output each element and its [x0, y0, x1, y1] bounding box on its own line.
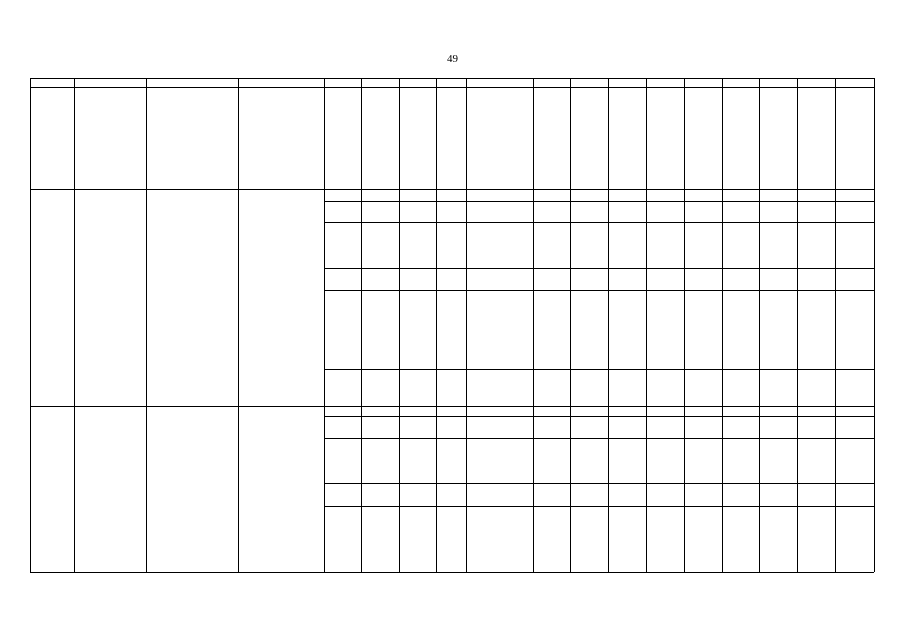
- status-mark-cell: [399, 369, 436, 406]
- funding-value: [533, 222, 570, 268]
- status-mark-cell: [436, 438, 466, 483]
- status-mark-cell: [436, 290, 466, 369]
- header-column-line: [361, 78, 362, 87]
- column-line: [570, 87, 571, 189]
- header-column-line: [722, 78, 723, 87]
- status-mark-cell: [324, 416, 361, 438]
- activity-code: [30, 406, 74, 572]
- funding-source: [466, 268, 533, 290]
- column-line: [238, 406, 239, 572]
- funding-value: [646, 483, 684, 506]
- column-line: [466, 87, 467, 189]
- column-line: [646, 189, 647, 406]
- column-line: [874, 87, 875, 189]
- funding-value: [608, 222, 646, 268]
- funding-value: [684, 369, 722, 406]
- column-header: [684, 78, 722, 87]
- column-line: [835, 406, 836, 572]
- header-column-line: [436, 78, 437, 87]
- column-line: [759, 87, 760, 189]
- funding-value: [533, 438, 570, 483]
- header-column-line: [533, 78, 534, 87]
- funding-value: [608, 506, 646, 572]
- column-header: [570, 78, 608, 87]
- funding-value: [684, 290, 722, 369]
- funding-value: [835, 406, 874, 416]
- status-mark-cell: [436, 483, 466, 506]
- status-mark-cell: [436, 369, 466, 406]
- funding-value: [646, 438, 684, 483]
- status-mark-cell: [436, 189, 466, 201]
- column-header: [608, 78, 646, 87]
- funding-value: [759, 438, 797, 483]
- status-mark-cell: [361, 416, 399, 438]
- funding-value: [797, 189, 835, 201]
- funding-value: [608, 406, 646, 416]
- column-line: [436, 87, 437, 189]
- status-mark-cell: [361, 222, 399, 268]
- funding-value: [835, 506, 874, 572]
- funding-source: [466, 438, 533, 483]
- funding-value: [722, 189, 759, 201]
- column-line: [30, 406, 31, 572]
- header-column-line: [684, 78, 685, 87]
- funding-value: [722, 406, 759, 416]
- status-mark-cell: [399, 189, 436, 201]
- funding-value: [722, 201, 759, 222]
- activity-name: [74, 189, 146, 406]
- funding-value: [684, 268, 722, 290]
- status-mark-cell: [324, 506, 361, 572]
- funding-value: [608, 268, 646, 290]
- column-line: [684, 406, 685, 572]
- status-mark-cell: [399, 416, 436, 438]
- column-header: [146, 78, 238, 87]
- column-line: [399, 406, 400, 572]
- column-header: [436, 78, 466, 87]
- funding-value: [797, 406, 835, 416]
- column-line: [608, 87, 609, 189]
- funding-value: [570, 222, 608, 268]
- header-column-line: [759, 78, 760, 87]
- column-line: [646, 406, 647, 572]
- funding-value: [570, 201, 608, 222]
- funding-value: [684, 416, 722, 438]
- funding-value: [835, 369, 874, 406]
- funding-value: [759, 268, 797, 290]
- column-line: [74, 87, 75, 189]
- status-mark-cell: [361, 268, 399, 290]
- status-mark-cell: [324, 406, 361, 416]
- column-line: [533, 189, 534, 406]
- funding-value: [797, 369, 835, 406]
- funding-source: [466, 201, 533, 222]
- column-line: [324, 189, 325, 406]
- column-line: [684, 189, 685, 406]
- status-mark-cell: [361, 438, 399, 483]
- header-bottom-border: [30, 87, 874, 88]
- funding-value: [608, 483, 646, 506]
- funding-source: [466, 483, 533, 506]
- funding-value: [570, 290, 608, 369]
- funding-value: [608, 416, 646, 438]
- header-column-line: [646, 78, 647, 87]
- column-line: [797, 189, 798, 406]
- funding-value: [722, 222, 759, 268]
- funding-value: [797, 506, 835, 572]
- column-line: [238, 87, 239, 189]
- funding-value: [608, 369, 646, 406]
- funding-value: [533, 406, 570, 416]
- funding-source: [466, 406, 533, 416]
- header-column-line: [608, 78, 609, 87]
- column-line: [874, 189, 875, 406]
- column-line: [722, 189, 723, 406]
- funding-value: [722, 369, 759, 406]
- column-line: [146, 87, 147, 189]
- status-mark-cell: [324, 189, 361, 201]
- funding-value: [759, 506, 797, 572]
- funding-value: [797, 416, 835, 438]
- column-line: [74, 189, 75, 406]
- status-mark-cell: [324, 369, 361, 406]
- funding-value: [570, 506, 608, 572]
- funding-value: [835, 189, 874, 201]
- column-line: [608, 406, 609, 572]
- funding-value: [646, 222, 684, 268]
- funding-value: [722, 438, 759, 483]
- funding-value: [684, 506, 722, 572]
- status-mark-cell: [361, 290, 399, 369]
- funding-value: [759, 406, 797, 416]
- column-line: [874, 406, 875, 572]
- column-line: [238, 189, 239, 406]
- funding-source: [466, 506, 533, 572]
- column-header: [361, 78, 399, 87]
- funding-value: [533, 483, 570, 506]
- column-line: [759, 406, 760, 572]
- funding-value: [646, 406, 684, 416]
- header-column-line: [30, 78, 31, 87]
- column-line: [361, 189, 362, 406]
- funding-value: [533, 290, 570, 369]
- page-number: 49: [447, 53, 458, 65]
- block-top-line: [30, 406, 874, 407]
- column-header: [466, 78, 533, 87]
- column-line: [30, 87, 31, 189]
- column-header: [30, 78, 74, 87]
- status-mark-cell: [436, 506, 466, 572]
- funding-value: [533, 369, 570, 406]
- header-column-line: [399, 78, 400, 87]
- status-mark-cell: [399, 290, 436, 369]
- funding-source: [466, 189, 533, 201]
- status-mark-cell: [399, 201, 436, 222]
- funding-value: [570, 369, 608, 406]
- funding-value: [570, 406, 608, 416]
- funding-value: [533, 268, 570, 290]
- funding-value: [608, 438, 646, 483]
- block-bottom-line: [30, 572, 324, 573]
- funding-value: [759, 290, 797, 369]
- activity-executor: [238, 189, 324, 406]
- activity-col3: [146, 406, 238, 572]
- column-line: [722, 87, 723, 189]
- funding-value: [722, 506, 759, 572]
- column-line: [361, 87, 362, 189]
- funding-value: [722, 290, 759, 369]
- funding-value: [646, 268, 684, 290]
- funding-value: [835, 290, 874, 369]
- funding-value: [759, 201, 797, 222]
- funding-value: [570, 268, 608, 290]
- column-header: [797, 78, 835, 87]
- funding-value: [797, 290, 835, 369]
- status-mark-cell: [436, 268, 466, 290]
- column-line: [533, 406, 534, 572]
- status-mark-cell: [399, 268, 436, 290]
- column-header: [759, 78, 797, 87]
- funding-value: [608, 189, 646, 201]
- status-mark-cell: [361, 201, 399, 222]
- funding-value: [797, 268, 835, 290]
- funding-value: [646, 290, 684, 369]
- funding-value: [570, 189, 608, 201]
- funding-value: [533, 416, 570, 438]
- column-header: [238, 78, 324, 87]
- column-line: [146, 406, 147, 572]
- funding-value: [797, 222, 835, 268]
- funding-value: [533, 506, 570, 572]
- column-line: [759, 189, 760, 406]
- status-mark-cell: [436, 222, 466, 268]
- funding-value: [722, 268, 759, 290]
- funding-value: [797, 201, 835, 222]
- status-mark-cell: [436, 416, 466, 438]
- column-line: [466, 406, 467, 572]
- header-column-line: [146, 78, 147, 87]
- status-mark-cell: [324, 201, 361, 222]
- status-mark-cell: [324, 222, 361, 268]
- status-mark-cell: [399, 506, 436, 572]
- funding-value: [684, 438, 722, 483]
- activity-col3: [146, 189, 238, 406]
- funding-value: [759, 222, 797, 268]
- funding-value: [608, 201, 646, 222]
- column-line: [30, 189, 31, 406]
- header-column-line: [74, 78, 75, 87]
- funding-value: [684, 222, 722, 268]
- funding-value: [570, 438, 608, 483]
- funding-value: [646, 506, 684, 572]
- funding-value: [835, 416, 874, 438]
- status-mark-cell: [361, 506, 399, 572]
- activity-executor: [238, 406, 324, 572]
- column-line: [436, 406, 437, 572]
- header-column-line: [835, 78, 836, 87]
- funding-value: [608, 290, 646, 369]
- funding-value: [570, 483, 608, 506]
- column-line: [324, 87, 325, 189]
- funding-value: [835, 268, 874, 290]
- status-mark-cell: [399, 406, 436, 416]
- status-mark-cell: [436, 406, 466, 416]
- column-line: [570, 189, 571, 406]
- funding-value: [722, 416, 759, 438]
- column-line: [797, 406, 798, 572]
- column-header: [74, 78, 146, 87]
- column-line: [722, 406, 723, 572]
- funding-value: [533, 189, 570, 201]
- status-mark-cell: [399, 483, 436, 506]
- column-line: [399, 189, 400, 406]
- column-line: [466, 189, 467, 406]
- header-column-line: [874, 78, 875, 87]
- status-mark-cell: [436, 201, 466, 222]
- status-mark-cell: [399, 222, 436, 268]
- column-line: [835, 87, 836, 189]
- status-mark-cell: [399, 438, 436, 483]
- status-mark-cell: [361, 369, 399, 406]
- column-header: [646, 78, 684, 87]
- column-line: [684, 87, 685, 189]
- funding-value: [722, 483, 759, 506]
- funding-value: [646, 201, 684, 222]
- funding-value: [835, 222, 874, 268]
- funding-value: [797, 438, 835, 483]
- activity-code: [30, 189, 74, 406]
- column-line: [646, 87, 647, 189]
- funding-value: [646, 416, 684, 438]
- header-column-line: [238, 78, 239, 87]
- status-mark-cell: [324, 268, 361, 290]
- status-mark-cell: [361, 189, 399, 201]
- block-top-line: [30, 189, 874, 190]
- funding-value: [646, 369, 684, 406]
- funding-source: [466, 416, 533, 438]
- status-mark-cell: [324, 438, 361, 483]
- column-header: [835, 78, 874, 87]
- funding-value: [533, 201, 570, 222]
- status-mark-cell: [324, 483, 361, 506]
- column-line: [436, 189, 437, 406]
- column-header: [324, 78, 361, 87]
- funding-value: [835, 483, 874, 506]
- column-line: [361, 406, 362, 572]
- funding-source: [466, 222, 533, 268]
- header-column-line: [466, 78, 467, 87]
- status-mark-cell: [361, 406, 399, 416]
- funding-value: [759, 416, 797, 438]
- column-line: [835, 189, 836, 406]
- funding-value: [684, 483, 722, 506]
- column-line: [399, 87, 400, 189]
- column-line: [146, 189, 147, 406]
- column-header: [722, 78, 759, 87]
- column-line: [570, 406, 571, 572]
- funding-source: [466, 290, 533, 369]
- funding-value: [835, 438, 874, 483]
- funding-value: [759, 483, 797, 506]
- continuation-label: [30, 87, 74, 189]
- funding-value: [684, 406, 722, 416]
- funding-value: [835, 201, 874, 222]
- activity-name: [74, 406, 146, 572]
- funding-source: [466, 369, 533, 406]
- table-top-border: [30, 78, 874, 79]
- column-line: [74, 406, 75, 572]
- row-line: [324, 572, 874, 573]
- status-mark-cell: [324, 290, 361, 369]
- column-header: [533, 78, 570, 87]
- column-line: [324, 406, 325, 572]
- funding-value: [684, 201, 722, 222]
- header-column-line: [797, 78, 798, 87]
- funding-value: [646, 189, 684, 201]
- header-column-line: [324, 78, 325, 87]
- funding-value: [684, 189, 722, 201]
- funding-value: [759, 369, 797, 406]
- funding-value: [797, 483, 835, 506]
- column-line: [608, 189, 609, 406]
- column-line: [533, 87, 534, 189]
- funding-value: [759, 189, 797, 201]
- funding-value: [570, 416, 608, 438]
- status-mark-cell: [361, 483, 399, 506]
- column-line: [797, 87, 798, 189]
- header-column-line: [570, 78, 571, 87]
- program-funding-table: [30, 78, 874, 572]
- column-header: [399, 78, 436, 87]
